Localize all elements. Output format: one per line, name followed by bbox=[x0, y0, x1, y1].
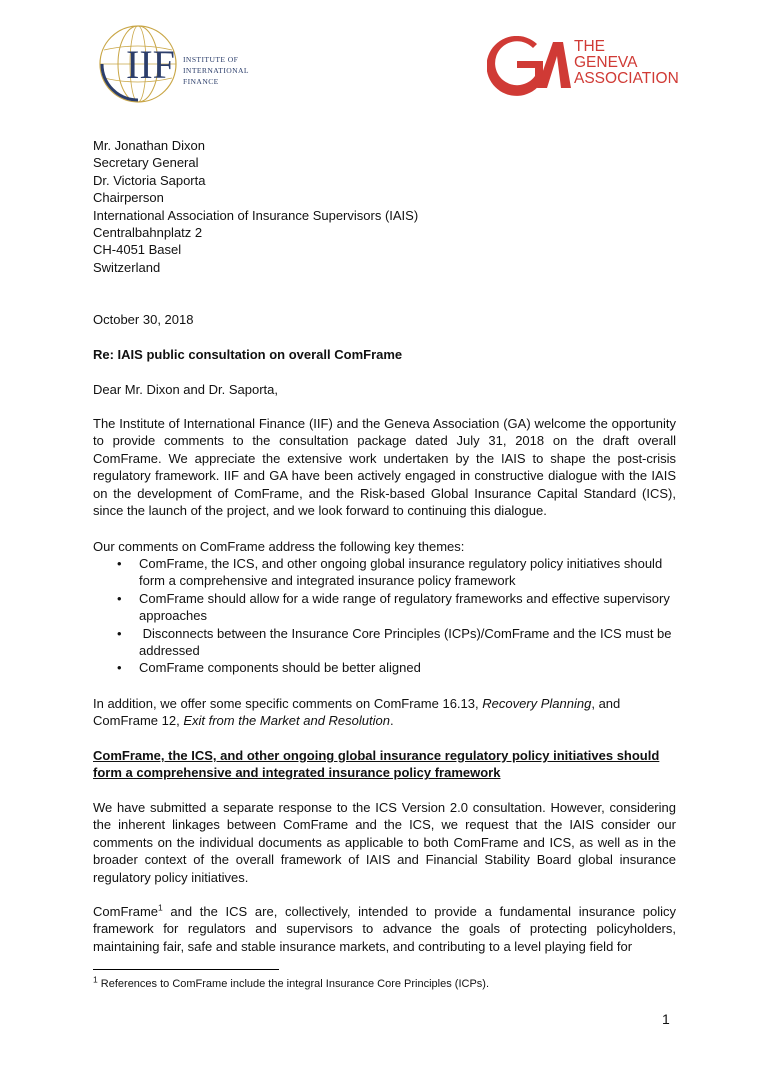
paragraph-text: ComFrame bbox=[93, 904, 159, 919]
footnote-number: 1 bbox=[93, 974, 98, 985]
footnote-ref[interactable]: 1 bbox=[158, 902, 163, 913]
recovery-planning-ref: Recovery Planning bbox=[482, 696, 592, 711]
theme-text: Disconnects between the Insurance Core Principles (ICPs)/ComFrame and the ICS must be addressed bbox=[139, 625, 676, 659]
ga-name-line: GENEVA bbox=[574, 54, 638, 71]
ga-name bbox=[574, 39, 679, 87]
address-line: Switzerland bbox=[93, 259, 161, 275]
footnote-divider bbox=[93, 969, 279, 970]
footnote-text: References to ComFrame include the integral Insurance Core Principles (ICPs). bbox=[97, 978, 490, 990]
bullet-icon: • bbox=[117, 625, 122, 641]
section-heading: ComFrame, the ICS, and other ongoing global insurance regulatory policy initiatives should form a comprehensive and integrated insurance policy framework bbox=[93, 748, 660, 781]
address-line: CH-4051 Basel bbox=[93, 242, 182, 258]
iif-mark: IIF bbox=[126, 42, 175, 87]
address-line: Centralbahnplatz 2 bbox=[93, 224, 203, 240]
address-line: Chairperson bbox=[93, 190, 164, 206]
paragraph-text: and the ICS are, collectively, intended to provide a fundamental insurance policy framework for regulators and supervisors to advance the goals of protecting policyholders, maintaining fair, safe and stable insurance markets, and contributing to a level playing field for bbox=[93, 904, 676, 954]
theme-text: ComFrame should allow for a wide range of regulatory frameworks and effective supervisory approaches bbox=[139, 590, 670, 624]
comframe-paragraph bbox=[93, 903, 676, 955]
additional-text: . bbox=[389, 713, 394, 729]
themes-intro: Our comments on ComFrame address the following key themes: bbox=[93, 539, 465, 554]
address-line: International Association of Insurance Supervisors (IAIS) bbox=[93, 207, 419, 223]
intro-paragraph: The Institute of International Finance (IIF) and the Geneva Association (GA) welcome the opportunity to provide comments to the consultation package dated July 31, 2018 on the draft overall ComFrame. We appreciate the extensive work undertaken by the IAIS to shape the post-crisis regulatory framework. IIF and GA have been actively engaged in constructive dialogue with the IAIS on the development of ComFrame, and the Risk-based Global Insurance Capital Standard (ICS), since the launch of the project, and we look forward to continuing this dialogue. bbox=[93, 416, 676, 519]
themes-list bbox=[93, 555, 676, 677]
page-number: 1 bbox=[662, 1011, 670, 1027]
iif-name-line: INTERNATIONAL bbox=[183, 66, 249, 75]
additional-text: , and ComFrame 12, bbox=[93, 696, 621, 729]
list-item bbox=[93, 555, 676, 590]
additional-paragraph bbox=[93, 695, 676, 730]
list-item bbox=[93, 625, 676, 660]
recipient-address bbox=[93, 137, 676, 276]
list-item bbox=[93, 590, 676, 625]
bullet-icon: • bbox=[117, 556, 122, 571]
geneva-association-logo bbox=[487, 36, 677, 96]
ga-name-line: ASSOCIATION bbox=[574, 70, 679, 87]
bullet-icon: • bbox=[117, 590, 122, 606]
iif-name-line: FINANCE bbox=[183, 77, 219, 86]
salutation: Dear Mr. Dixon and Dr. Saporta, bbox=[93, 382, 278, 397]
iif-globe-icon bbox=[96, 22, 186, 106]
ga-name-line: THE bbox=[574, 38, 605, 55]
ga-mark-icon bbox=[487, 36, 571, 96]
footnote bbox=[93, 974, 490, 991]
address-line: Dr. Victoria Saporta bbox=[93, 172, 206, 188]
subject-line: Re: IAIS public consultation on overall ComFrame bbox=[93, 347, 403, 362]
list-item bbox=[93, 659, 676, 676]
theme-text: ComFrame components should be better aligned bbox=[139, 660, 421, 676]
bullet-icon: • bbox=[117, 660, 122, 676]
additional-text: In addition, we offer some specific comments on ComFrame 16.13, bbox=[93, 696, 483, 711]
letter-date: October 30, 2018 bbox=[93, 312, 194, 327]
ics-paragraph: We have submitted a separate response to the ICS Version 2.0 consultation. However, considering the inherent linkages between ComFrame and the ICS, we request that the IAIS consider our comments on the individual documents as applicable to both ComFrame and ICS, as well as in the broader context of the overall framework of IAIS and Financial Stability Board global insurance regulatory policy initiatives. bbox=[93, 800, 676, 885]
iif-logo bbox=[96, 22, 266, 106]
theme-text: ComFrame, the ICS, and other ongoing global insurance regulatory policy initiatives should form a comprehensive and integrated insurance policy framework bbox=[139, 556, 663, 589]
iif-name bbox=[183, 54, 249, 87]
address-line: Secretary General bbox=[93, 155, 199, 171]
iif-name-line: INSTITUTE OF bbox=[183, 55, 239, 64]
address-line: Mr. Jonathan Dixon bbox=[93, 138, 206, 153]
exit-resolution-ref: Exit from the Market and Resolution bbox=[183, 713, 390, 729]
